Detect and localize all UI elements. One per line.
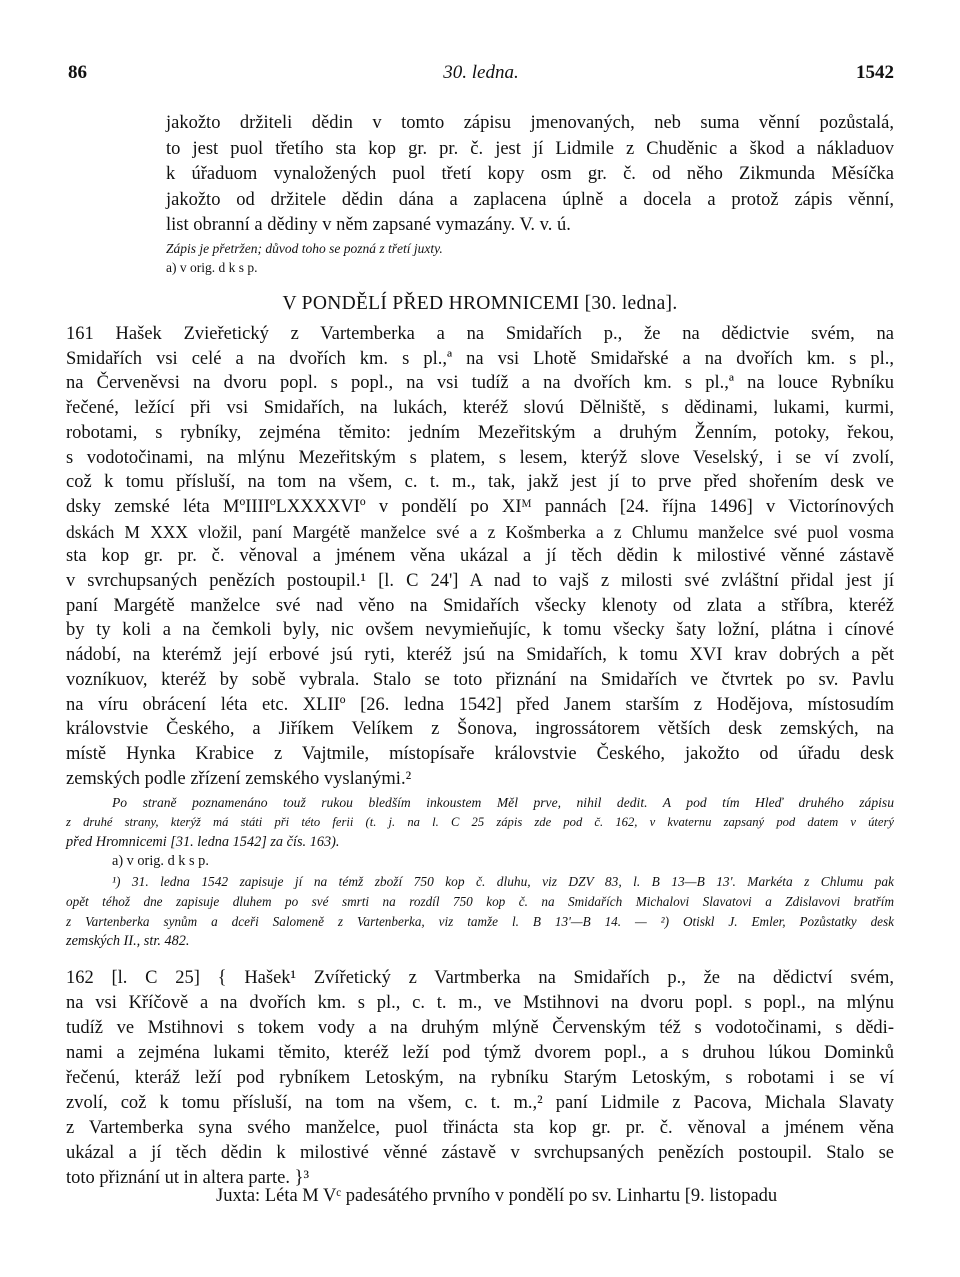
text-line: královstvie Českého, a Jiříkem Velíkem z Šonova, ingrossátorem větších desk zemských, na <box>66 719 894 740</box>
text-line: vozníkuov, kteréž by sobě vybrala. Stalo se toto přiznání na Smidařích ve čtvrtek po sv. Pavlu <box>66 669 894 690</box>
text-line: v svrchupsaných penězích postoupil.¹ [l. C 24'] A nad to vajš z milosti své zvláštní přidal jest jí <box>66 571 894 592</box>
text-line: zvolí, což k tomu přísluší, na tom na všem, c. t. m.,² paní Lidmile z Pacova, Michala Slavaty <box>66 1093 894 1113</box>
note-line: Po straně poznamenáno touž rukou bledším inkoustem Měl prve, nihil dedit. A pod tím Hleď druhého zápisu <box>112 795 894 810</box>
entry-161-notes <box>66 793 894 951</box>
note-line: a) v orig. d k s p. <box>112 853 209 870</box>
text-line: 162 [l. C 25] { Hašek¹ Zvířetický z Vartmberka na Smidařích p., že na dědictví svém, <box>66 968 894 988</box>
header-year: 1542 <box>856 62 894 83</box>
text-line: na vsi Kříčově a na dvořích km. s pl., c. t. m., ve Mstihnovi na dvoru popl. s popl., na mlýnu <box>66 993 894 1013</box>
text-line: sta kop gr. pr. č. věnoval a jménem věna ukázal a jí těch dědin k milostivé věnné zástavě <box>66 546 894 567</box>
text-line: jakožto držiteli dědin v tomto zápisu jmenovaných, neb suma věnní pozůstalá, <box>166 113 894 133</box>
text-line: 161 Hašek Zvieřetický z Vartemberka a na Smidařích p., že na dědictvie svém, na <box>66 324 894 344</box>
text-line: z Vartemberka syna svého manželce, puol třinácta sta kop gr. pr. č. věnoval a jménem věna <box>66 1118 894 1138</box>
section-heading: V PONDĚLÍ PŘED HROMNICEMI [30. ledna]. <box>282 293 678 314</box>
text-line: dskách M XXX vložil, paní Margétě manželce své a z Košmberka a z Chlumu manželce své puol vosma <box>66 521 894 542</box>
note-line: z druhé strany, kterýž má státi při této ferii (t. j. na l. C 25 zápis zde pod č. 162, v kvaternu zapsaný pod datem v úterý <box>66 814 894 829</box>
text-line: řečené, ležící při vsi Smidařích, na lukách, kteréž slovú Dělniště, s dědinami, lukami, kurmi, <box>66 398 894 419</box>
note-line: před Hromnicemi [31. ledna 1542] za čís. 163). <box>66 833 340 850</box>
entry-161 <box>66 322 894 791</box>
text-line: nádobí, na kterémž její erbové jsú ryti, kteréž jsú na Smidařích, k tomu XVI krav dobrých a pět <box>66 645 894 666</box>
text-line: ukázal a jí těch dědin k milostivé věnné zástavě v svrchupsaných penězích postoupil. Stalo se <box>66 1143 894 1163</box>
page-header <box>68 62 894 86</box>
text-line: list obranní a dědiny v něm zapsané vymazány. V. v. ú. <box>166 215 571 235</box>
text-line: s vodotočinami, na mlýnu Mezeřitským s platem, s lesem, kterýž slove Veselský, i se ví zvolí, <box>66 447 894 468</box>
footnote-line: ¹) 31. ledna 1542 zapisuje jí na témž zboží 750 kop č. dluhu, viz DZV 83, l. B 13—B 13'. Markéta z Chlumu pak <box>112 874 894 890</box>
intro-footnote: a) v orig. d k s p. <box>166 259 258 275</box>
text-line: nami a zejména lukami těmito, kteréž leží pod týmž dvorem popl., a s druhou lúkou Dominků <box>66 1043 894 1063</box>
text-line: robotami, s rybníky, zejména těmito: jedním Mezeřitským a druhým Ženním, potoky, řekou, <box>66 422 894 443</box>
text-line: zemských podle zřízení zemského vyslanými.² <box>66 768 412 789</box>
footnote-line: zemských II., str. 482. <box>66 932 190 949</box>
text-line: toto přiznání ut in altera parte. }³ <box>66 1168 310 1188</box>
text-line: paní Margétě manželce své nad věno na Smidařích všecky klenoty od zlata a stříbra, kteréž <box>66 595 894 616</box>
text-line: řečenú, kteráž leží pod rybníkem Letoským, na rybníku Starým Letoským, s robotami i se ví <box>66 1068 894 1088</box>
text-line: to jest puol třetího sta kop gr. pr. č. jest jí Lidmile z Chuděnic a škod a nákladuov <box>166 138 894 159</box>
entry-162 <box>66 966 894 1191</box>
intro-paragraph <box>166 111 894 277</box>
text-line: Smidařích vsi celé a na dvořích km. s pl.,ª na vsi Lhotě Smidařské a na dvořích km. s pl., <box>66 348 894 369</box>
text-line: na Červeněvsi na dvoru popl. s popl., na vsi tudíž a na dvořích km. s pl.,ª na louce Rybníku <box>66 373 894 394</box>
juxta-line: Juxta: Léta M Vᶜ padesátého prvního v pondělí po sv. Linhartu [9. listopadu <box>216 1186 778 1206</box>
text-line: což k tomu přísluší, na tom na všem, c. t. m., tak, jakž jest jí to prve před shořením desk ve <box>66 472 894 493</box>
editorial-note: Zápis je přetržen; důvod toho se pozná z třetí juxty. <box>166 240 443 256</box>
text-line: tudíž ve Mstihnovi s tokem vody a na druhým mlýně Červenským též s vodotočinami, s dědi- <box>66 1018 894 1038</box>
text-line: jakožto od držitele dědin dána a zaplacena úplně a docela a protož zápis věnní, <box>166 189 894 210</box>
text-line: k úřaduom vynaložených puol třetí kopy osm gr. č. od něho Zikmunda Měsíčka <box>166 164 894 184</box>
text-line: místě Hynka Krabice z Vajtmile, místopísaře královstvie Českého, jakožto od úřadu desk <box>66 743 894 764</box>
footnote-line: opět téhož dne zapisuje dluhem po své smrti na rozdíl 750 kop č. na Smidařích Michalovi Slavatovi a Zdislavovi bratřím <box>66 893 894 909</box>
footnote-line: z Vartenberka synům a dceři Salomeně z Vartenberka, viz tamže l. B 13'—B 14. — ²) Otiskl J. Emler, Pozůstatky desk <box>66 913 894 929</box>
page-number: 86 <box>68 62 87 83</box>
text-line: na víru obrácení léta etc. XLIIº [26. ledna 1542] před Janem starším z Hodějova, místosudím <box>66 694 894 715</box>
header-date: 30. ledna. <box>443 62 519 83</box>
text-line: dsky zemské léta MºIIIIºLXXXXVIº v pondělí po XIᴹ pannách [24. října 1496] v Victorínových <box>66 496 894 517</box>
text-line: by ty koli a na čemkoli byly, nic ovšem nevymieňujíc, k tomu všecky šaty ložní, plátna i cínové <box>66 620 894 641</box>
